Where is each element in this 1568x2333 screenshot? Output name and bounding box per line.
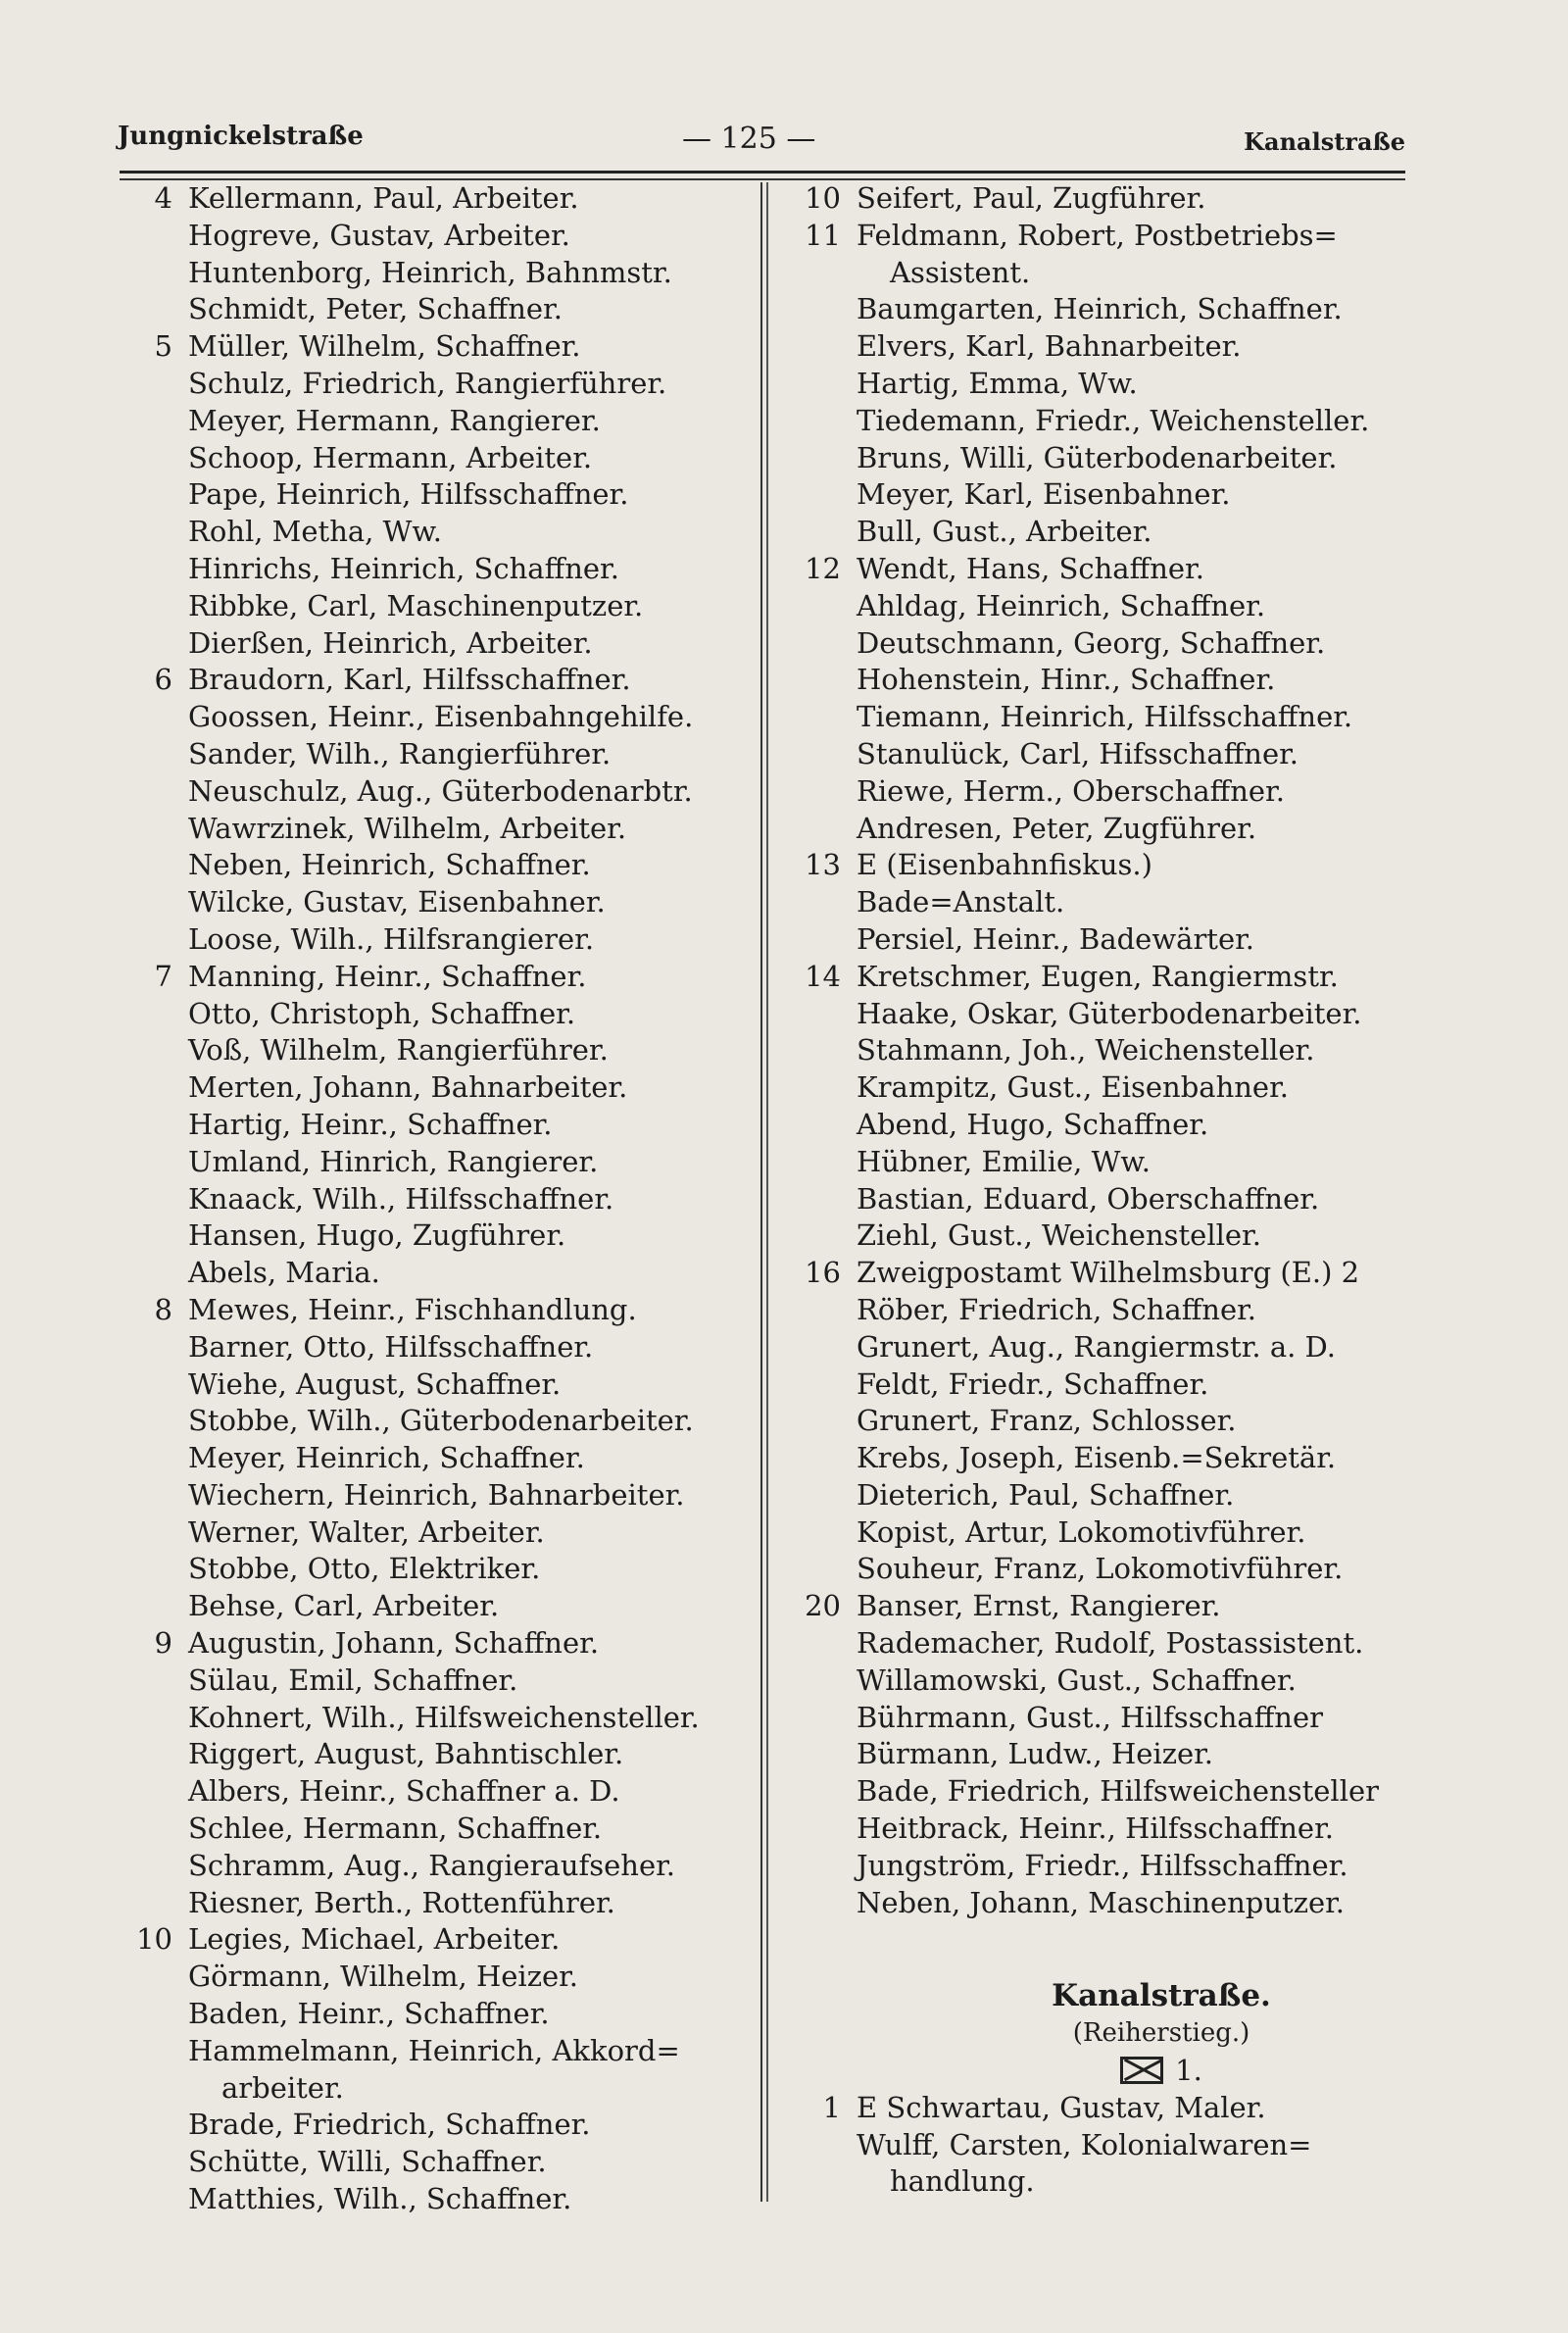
- directory-entry: [784, 773, 1411, 811]
- resident-name: Bürmann, Ludw., Heizer.: [857, 1737, 1214, 1771]
- left-column: [116, 180, 751, 2218]
- directory-entry: [116, 1736, 751, 1773]
- directory-entry: [784, 736, 1411, 773]
- resident-name: Stobbe, Otto, Elektriker.: [188, 1552, 541, 1586]
- resident-name: Hogreve, Gustav, Arbeiter.: [188, 218, 570, 252]
- directory-entry: [116, 588, 751, 625]
- directory-entry: [784, 1366, 1411, 1404]
- resident-name: Sülau, Emil, Schaffner.: [188, 1663, 518, 1697]
- resident-name: Mewes, Heinr., Fischhandlung.: [188, 1292, 637, 1326]
- directory-entry: [116, 551, 751, 588]
- directory-entry: [784, 1588, 1411, 1625]
- resident-name: Krebs, Joseph, Eisenb.=Sekretär.: [857, 1441, 1337, 1475]
- resident-name: Kellermann, Paul, Arbeiter.: [188, 181, 579, 215]
- resident-name: Elvers, Karl, Bahnarbeiter.: [857, 329, 1242, 364]
- resident-name: Bade=Anstalt.: [857, 885, 1065, 919]
- directory-entry: [784, 1144, 1411, 1181]
- directory-entry: [784, 1551, 1411, 1588]
- resident-name: Heitbrack, Heinr., Hilfsschaffner.: [857, 1812, 1334, 1846]
- resident-name: Albers, Heinr., Schaffner a. D.: [188, 1774, 620, 1809]
- directory-entry: [116, 1773, 751, 1811]
- postal-district-number: 1.: [1175, 2054, 1202, 2088]
- resident-name: Schmidt, Peter, Schaffner.: [188, 292, 563, 326]
- resident-name: Baden, Heinr., Schaffner.: [188, 1997, 550, 2031]
- header-left-street: Jungnickelstraße: [118, 122, 364, 151]
- resident-name: Bastian, Eduard, Oberschaffner.: [857, 1181, 1320, 1216]
- resident-name: Hammelmann, Heinrich, Akkord=: [188, 2033, 680, 2067]
- resident-name: Neuschulz, Aug., Güterbodenarbtr.: [188, 773, 693, 808]
- resident-name: Deutschmann, Georg, Schaffner.: [857, 625, 1326, 660]
- directory-entry: [116, 1032, 751, 1069]
- directory-entry: [116, 366, 751, 403]
- right-column-list: [784, 180, 1411, 1921]
- directory-entry: [784, 1477, 1411, 1514]
- directory-entry: [116, 1700, 751, 1737]
- resident-continuation: Assistent.: [890, 255, 1031, 289]
- right-column: [784, 180, 1411, 2201]
- resident-name: Stanulück, Carl, Hifsschaffner.: [857, 736, 1299, 770]
- directory-entry: [116, 625, 751, 663]
- directory-entry: [116, 921, 751, 959]
- resident-name: Barner, Otto, Hilfsschaffner.: [188, 1329, 594, 1364]
- directory-entry: [116, 736, 751, 773]
- resident-name: Wendt, Hans, Schaffner.: [857, 551, 1204, 585]
- resident-name: Andresen, Peter, Zugführer.: [857, 811, 1257, 845]
- directory-entry: [784, 218, 1411, 292]
- directory-entry: [116, 2107, 751, 2144]
- directory-entry: [116, 959, 751, 996]
- directory-entry: [784, 1329, 1411, 1366]
- house-number: 10: [136, 1922, 172, 1957]
- resident-name: Braudorn, Karl, Hilfsschaffner.: [188, 663, 631, 697]
- resident-name: Dierßen, Heinrich, Arbeiter.: [188, 625, 593, 660]
- directory-entry: [784, 1107, 1411, 1144]
- house-number: 4: [154, 181, 172, 215]
- resident-name: Riewe, Herm., Oberschaffner.: [857, 773, 1285, 808]
- resident-name: Pape, Heinrich, Hilfsschaffner.: [188, 477, 629, 512]
- house-number: 13: [805, 848, 841, 882]
- header-right-street: Kanalstraße: [1244, 127, 1405, 156]
- resident-name: Meyer, Heinrich, Schaffner.: [188, 1441, 585, 1475]
- directory-entry: [116, 1144, 751, 1181]
- directory-entry: [116, 1477, 751, 1514]
- directory-entry: [116, 847, 751, 884]
- resident-name: Neben, Heinrich, Schaffner.: [188, 848, 591, 882]
- resident-name: Meyer, Karl, Eisenbahner.: [857, 477, 1231, 512]
- directory-entry: [784, 1625, 1411, 1663]
- directory-entry: [116, 699, 751, 736]
- resident-name: Stahmann, Joh., Weichensteller.: [857, 1033, 1315, 1067]
- kanal-entries: [784, 2090, 1411, 2201]
- resident-name: Werner, Walter, Arbeiter.: [188, 1514, 545, 1549]
- directory-entry: [116, 1959, 751, 1996]
- resident-continuation: handlung.: [890, 2164, 1035, 2199]
- resident-continuation: arbeiter.: [221, 2070, 344, 2105]
- resident-name: Riesner, Berth., Rottenführer.: [188, 1885, 615, 1919]
- directory-entry: [784, 699, 1411, 736]
- directory-entry: [116, 1996, 751, 2033]
- resident-name: Hübner, Emilie, Ww.: [857, 1144, 1151, 1178]
- resident-name: Feldt, Friedr., Schaffner.: [857, 1366, 1209, 1401]
- resident-name: Ziehl, Gust., Weichensteller.: [857, 1218, 1261, 1253]
- house-number: 7: [154, 959, 172, 993]
- resident-name: Hartig, Emma, Ww.: [857, 366, 1138, 400]
- directory-entry: [116, 2181, 751, 2218]
- directory-entry: [784, 1292, 1411, 1329]
- resident-name: Wilcke, Gustav, Eisenbahner.: [188, 885, 606, 919]
- directory-entry: [116, 440, 751, 477]
- directory-entry: [116, 291, 751, 328]
- resident-name: Kopist, Artur, Lokomotivführer.: [857, 1514, 1306, 1549]
- directory-entry: [784, 811, 1411, 848]
- directory-entry: [784, 625, 1411, 663]
- directory-entry: [784, 588, 1411, 625]
- resident-name: Neben, Johann, Maschinenputzer.: [857, 1885, 1346, 1919]
- resident-name: E Schwartau, Gustav, Maler.: [857, 2090, 1266, 2124]
- resident-name: Bruns, Willi, Güterbodenarbeiter.: [857, 440, 1338, 474]
- directory-entry: [116, 1625, 751, 1663]
- house-number: 20: [805, 1589, 841, 1623]
- resident-name: Meyer, Hermann, Rangierer.: [188, 403, 601, 437]
- resident-name: E (Eisenbahnfiskus.): [857, 848, 1152, 882]
- directory-entry: [784, 1773, 1411, 1811]
- directory-entry: [116, 1848, 751, 1885]
- resident-name: Hohenstein, Hinr., Schaffner.: [857, 663, 1276, 697]
- directory-entry: [784, 1848, 1411, 1885]
- directory-entry: [784, 366, 1411, 403]
- resident-name: Legies, Michael, Arbeiter.: [188, 1922, 561, 1957]
- directory-entry: [784, 1032, 1411, 1069]
- directory-entry: [784, 514, 1411, 551]
- resident-name: Otto, Christoph, Schaffner.: [188, 996, 576, 1030]
- street-title: Kanalstraße.: [1052, 1978, 1271, 2014]
- directory-entry: [116, 1292, 751, 1329]
- house-number: 10: [805, 181, 841, 215]
- envelope-icon: [1120, 2057, 1163, 2084]
- directory-entry: [784, 2090, 1411, 2127]
- resident-name: Jungström, Friedr., Hilfsschaffner.: [857, 1848, 1348, 1882]
- resident-name: Tiemann, Heinrich, Hilfsschaffner.: [857, 700, 1353, 734]
- directory-entry: [784, 1403, 1411, 1440]
- resident-name: Willamowski, Gust., Schaffner.: [857, 1663, 1297, 1697]
- directory-entry: [116, 476, 751, 514]
- directory-entry: [116, 514, 751, 551]
- resident-name: Bull, Gust., Arbeiter.: [857, 515, 1152, 549]
- directory-entry: [116, 180, 751, 218]
- directory-entry: [116, 1551, 751, 1588]
- resident-name: Seifert, Paul, Zugführer.: [857, 181, 1206, 215]
- directory-entry: [116, 1069, 751, 1107]
- directory-entry: [116, 218, 751, 255]
- directory-entry: [116, 255, 751, 292]
- directory-entry: [116, 1440, 751, 1477]
- resident-name: Umland, Hinrich, Rangierer.: [188, 1144, 599, 1178]
- resident-name: Merten, Johann, Bahnarbeiter.: [188, 1070, 628, 1105]
- directory-entry: [116, 1588, 751, 1625]
- directory-entry: [784, 291, 1411, 328]
- directory-entry: [784, 1181, 1411, 1218]
- resident-name: Goossen, Heinr., Eisenbahngehilfe.: [188, 700, 694, 734]
- directory-entry: [116, 1885, 751, 1922]
- house-number: 5: [154, 329, 172, 364]
- resident-name: Souheur, Franz, Lokomotivführer.: [857, 1552, 1344, 1586]
- resident-name: Tiedemann, Friedr., Weichensteller.: [857, 403, 1370, 437]
- directory-entry: [116, 884, 751, 921]
- directory-entry: [116, 403, 751, 440]
- house-number: 14: [805, 959, 841, 993]
- directory-entry: [784, 180, 1411, 218]
- directory-entry: [784, 1663, 1411, 1700]
- resident-name: Bade, Friedrich, Hilfsweichensteller: [857, 1774, 1379, 1809]
- resident-name: Grunert, Franz, Schlosser.: [857, 1404, 1237, 1438]
- house-number: 1: [822, 2090, 841, 2124]
- resident-name: Zweigpostamt Wilhelmsburg (E.) 2: [857, 1256, 1360, 1290]
- resident-name: Sander, Wilh., Rangierführer.: [188, 736, 612, 770]
- column-divider: [760, 182, 762, 2202]
- directory-entry: [116, 996, 751, 1033]
- directory-entry: [784, 996, 1411, 1033]
- resident-name: Hansen, Hugo, Zugführer.: [188, 1218, 566, 1253]
- resident-name: Hartig, Heinr., Schaffner.: [188, 1107, 553, 1141]
- resident-name: Augustin, Johann, Schaffner.: [188, 1626, 600, 1661]
- directory-entry: [116, 1255, 751, 1292]
- directory-entry: [784, 884, 1411, 921]
- house-number: 16: [805, 1256, 841, 1290]
- directory-entry: [116, 1403, 751, 1440]
- resident-name: Brade, Friedrich, Schaffner.: [188, 2108, 591, 2142]
- resident-name: Wawrzinek, Wilhelm, Arbeiter.: [188, 811, 627, 845]
- resident-name: Behse, Carl, Arbeiter.: [188, 1589, 500, 1623]
- directory-entry: [116, 1366, 751, 1404]
- directory-entry: [784, 1069, 1411, 1107]
- resident-name: Schlee, Hermann, Schaffner.: [188, 1812, 603, 1846]
- resident-name: Ribbke, Carl, Maschinenputzer.: [188, 588, 644, 622]
- resident-name: Schulz, Friedrich, Rangierführer.: [188, 366, 667, 400]
- directory-entry: [784, 921, 1411, 959]
- directory-entry: [784, 476, 1411, 514]
- resident-name: Loose, Wilh., Hilfsrangierer.: [188, 921, 595, 956]
- directory-entry: [784, 328, 1411, 366]
- directory-entry: [784, 551, 1411, 588]
- directory-entry: [116, 662, 751, 699]
- resident-name: Wiechern, Heinrich, Bahnarbeiter.: [188, 1477, 685, 1512]
- resident-name: Wiehe, August, Schaffner.: [188, 1366, 562, 1401]
- column-divider-inner: [766, 182, 768, 2202]
- resident-name: Stobbe, Wilh., Güterbodenarbeiter.: [188, 1404, 694, 1438]
- directory-entry: [116, 1181, 751, 1218]
- directory-entry: [116, 1217, 751, 1255]
- resident-name: Riggert, August, Bahntischler.: [188, 1737, 624, 1771]
- directory-entry: [784, 1440, 1411, 1477]
- directory-entry: [116, 811, 751, 848]
- resident-name: Knaack, Wilh., Hilfsschaffner.: [188, 1181, 614, 1216]
- directory-entry: [784, 403, 1411, 440]
- directory-entry: [784, 440, 1411, 477]
- resident-name: Matthies, Wilh., Schaffner.: [188, 2182, 572, 2216]
- resident-name: Persiel, Heinr., Badewärter.: [857, 921, 1255, 956]
- resident-name: Kohnert, Wilh., Hilfsweichensteller.: [188, 1700, 700, 1734]
- directory-entry: [116, 1663, 751, 1700]
- resident-name: Rademacher, Rudolf, Postassistent.: [857, 1626, 1364, 1661]
- resident-name: Grunert, Aug., Rangiermstr. a. D.: [857, 1329, 1336, 1364]
- resident-name: Hinrichs, Heinrich, Schaffner.: [188, 551, 619, 585]
- directory-entry: [116, 1811, 751, 1848]
- resident-name: Feldmann, Robert, Postbetriebs=: [857, 218, 1338, 252]
- resident-name: Haake, Oskar, Güterbodenarbeiter.: [857, 996, 1362, 1030]
- directory-entry: [116, 1514, 751, 1552]
- resident-name: Manning, Heinr., Schaffner.: [188, 959, 587, 993]
- directory-entry: [784, 1700, 1411, 1737]
- resident-name: Müller, Wilhelm, Schaffner.: [188, 329, 581, 364]
- directory-entry: [116, 328, 751, 366]
- directory-entry: [784, 1885, 1411, 1922]
- resident-name: Abend, Hugo, Schaffner.: [857, 1107, 1209, 1141]
- resident-name: Banser, Ernst, Rangierer.: [857, 1589, 1221, 1623]
- directory-entry: [784, 1811, 1411, 1848]
- resident-name: Görmann, Wilhelm, Heizer.: [188, 1960, 579, 1994]
- resident-name: Bührmann, Gust., Hilfsschaffner: [857, 1700, 1323, 1734]
- street-subtitle: (Reiherstieg.): [1072, 2018, 1250, 2049]
- directory-entry: [784, 1514, 1411, 1552]
- resident-name: Baumgarten, Heinrich, Schaffner.: [857, 292, 1343, 326]
- resident-name: Abels, Maria.: [188, 1256, 380, 1290]
- directory-entry: [784, 1255, 1411, 1292]
- resident-name: Ahldag, Heinrich, Schaffner.: [857, 588, 1266, 622]
- resident-name: Krampitz, Gust., Eisenbahner.: [857, 1070, 1289, 1105]
- directory-entry: [116, 773, 751, 811]
- header-rule-thick: [120, 171, 1405, 174]
- resident-name: Dieterich, Paul, Schaffner.: [857, 1477, 1235, 1512]
- house-number: 8: [154, 1292, 172, 1326]
- page-number: — 125 —: [682, 122, 816, 156]
- resident-name: Schütte, Willi, Schaffner.: [188, 2145, 547, 2179]
- directory-entry: [784, 2127, 1411, 2202]
- directory-entry: [116, 2033, 751, 2108]
- resident-name: Röber, Friedrich, Schaffner.: [857, 1292, 1257, 1326]
- directory-entry: [784, 662, 1411, 699]
- resident-name: Kretschmer, Eugen, Rangiermstr.: [857, 959, 1339, 993]
- resident-name: Schoop, Hermann, Arbeiter.: [188, 440, 593, 474]
- resident-name: Huntenborg, Heinrich, Bahnmstr.: [188, 255, 672, 289]
- resident-name: Wulff, Carsten, Kolonialwaren=: [857, 2127, 1312, 2161]
- resident-name: Voß, Wilhelm, Rangierführer.: [188, 1033, 609, 1067]
- postal-district: [784, 2053, 1411, 2090]
- directory-entry: [784, 847, 1411, 884]
- house-number: 11: [805, 218, 841, 252]
- house-number: 12: [805, 551, 841, 585]
- directory-entry: [116, 1329, 751, 1366]
- directory-entry: [784, 1736, 1411, 1773]
- directory-entry: [116, 1107, 751, 1144]
- resident-name: Rohl, Metha, Ww.: [188, 515, 443, 549]
- directory-entry: [116, 1921, 751, 1959]
- directory-entry: [116, 2144, 751, 2181]
- house-number: 6: [154, 663, 172, 697]
- house-number: 9: [154, 1626, 172, 1661]
- directory-entry: [784, 1217, 1411, 1255]
- directory-entry: [784, 959, 1411, 996]
- resident-name: Schramm, Aug., Rangieraufseher.: [188, 1848, 676, 1882]
